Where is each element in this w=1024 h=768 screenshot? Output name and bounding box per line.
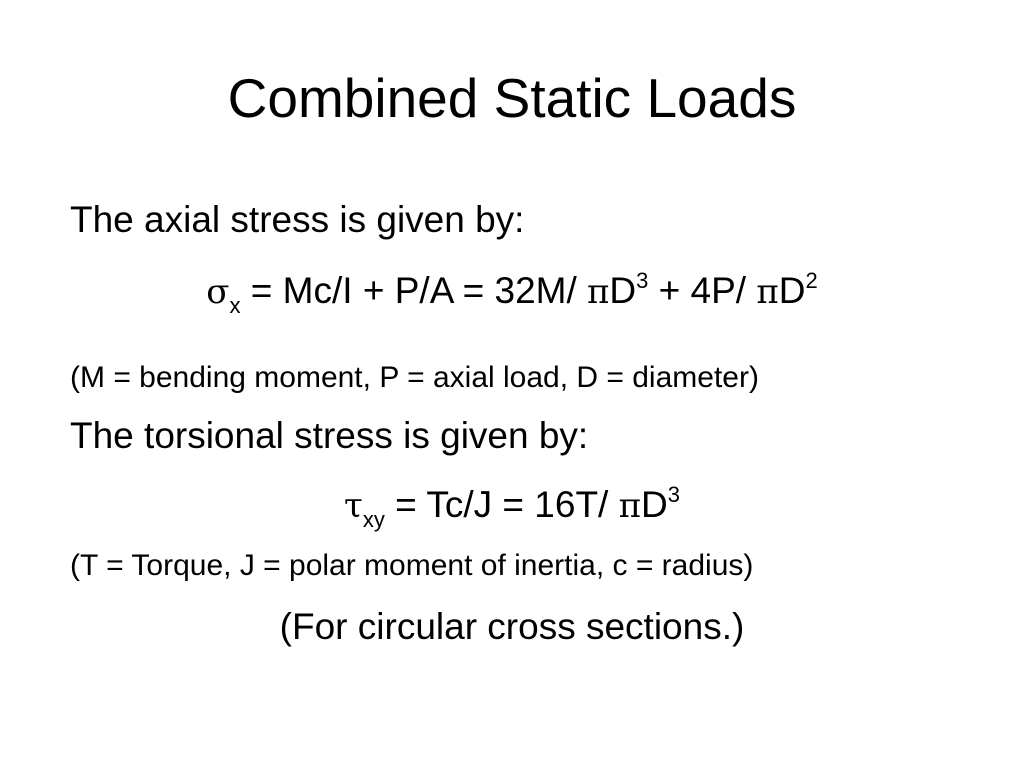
- diameter-symbol: D: [778, 270, 806, 311]
- exponent: 3: [667, 482, 680, 507]
- sigma-symbol: σ: [206, 272, 230, 312]
- torsional-stress-intro: The torsional stress is given by:: [70, 415, 589, 456]
- exponent: 3: [636, 268, 649, 293]
- axial-equation-part-1: = Mc/I + P/A = 32M/: [240, 270, 588, 311]
- diameter-symbol: D: [609, 270, 637, 311]
- cross-section-footnote: (For circular cross sections.): [279, 606, 745, 647]
- axial-stress-intro: The axial stress is given by:: [70, 199, 525, 240]
- axial-equation-part-2: + 4P/: [648, 270, 757, 311]
- torsional-stress-equation: [0, 482, 1024, 532]
- tau-symbol: τ: [344, 486, 363, 526]
- torsional-stress-note: (T = Torque, J = polar moment of inertia, c = radius): [70, 549, 754, 582]
- pi-symbol: π: [756, 272, 779, 312]
- axial-stress-equation: [0, 268, 1024, 318]
- diameter-symbol: D: [640, 484, 668, 525]
- axial-stress-note: (M = bending moment, P = axial load, D = diameter): [70, 361, 759, 394]
- tau-subscript: xy: [362, 507, 385, 532]
- slide-title: Combined Static Loads: [227, 67, 797, 129]
- pi-symbol: π: [587, 272, 610, 312]
- torsion-equation-part-1: = Tc/J = 16T/: [384, 484, 619, 525]
- pi-symbol: π: [618, 486, 641, 526]
- sigma-subscript: x: [229, 293, 241, 318]
- exponent: 2: [805, 268, 818, 293]
